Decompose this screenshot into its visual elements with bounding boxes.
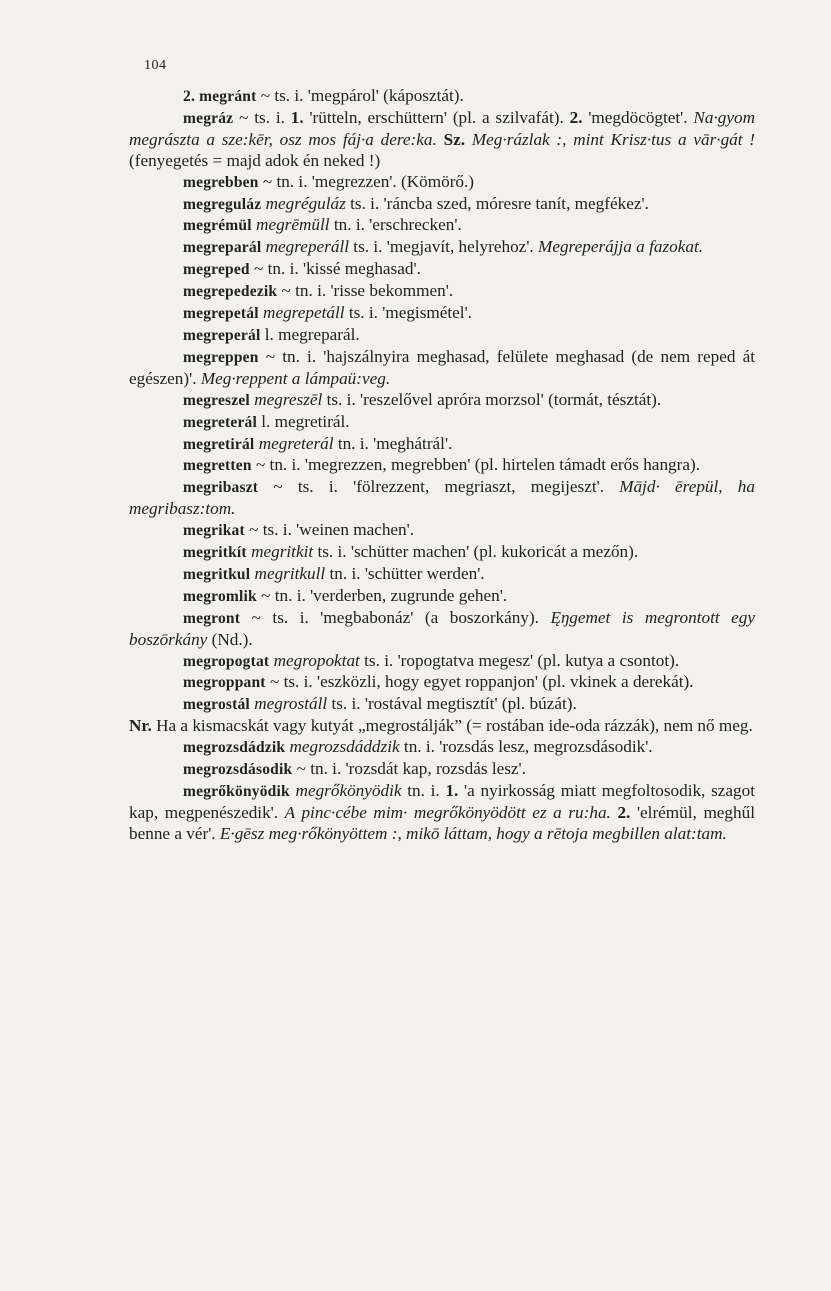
dictionary-entry: megrozsdásodik ~ tn. i. 'rozsdát kap, rozsdás lesz'. (183, 759, 526, 779)
entry-headword: megrikat (183, 522, 245, 540)
entry-headword: megropogtat (183, 652, 270, 670)
entry-headword: megrőkönyödik (183, 783, 290, 800)
entry-headword: megretten (183, 457, 252, 475)
entry-headword: megreparál (183, 239, 262, 257)
entry-headword: megrémül (183, 217, 252, 235)
dictionary-entry: megribaszt ~ ts. i. 'fölrezzent, megriaszt, megijeszt'. Mājd· ērepül, ha megribasz:tom. (129, 477, 755, 519)
entry-headword: megretirál (183, 435, 255, 453)
dictionary-entry: megritkít megritkit ts. i. 'schütter machen' (pl. kukoricát a mezőn). (183, 542, 639, 562)
entry-headword: megreszel (183, 391, 250, 409)
dictionary-entry: Nr. Ha a kismacskát vagy kutyát „megrostálják” (= rostában ide-oda rázzák), nem nő meg. (129, 716, 753, 736)
entry-headword: megreperál (183, 326, 261, 344)
dictionary-entry: megreparál megreperáll ts. i. 'megjavít, helyrehoz'. Megreperájja a fazokat. (183, 237, 704, 257)
entry-headword: megrebben (183, 173, 259, 191)
entry-headword: megromlik (183, 587, 257, 605)
entry-headword: megreterál (183, 413, 257, 431)
dictionary-entry: megrostál megrostáll ts. i. 'rostával megtisztít' (pl. búzát). (183, 694, 577, 714)
entry-headword: megreguláz (183, 195, 262, 213)
entry-headword: megroppant (183, 674, 266, 692)
dictionary-entry: megreppen ~ tn. i. 'hajszálnyira meghasad, felülete meghasad (de nem reped át egészen)'. Meg·reppent a lámpaü:veg. (129, 346, 755, 388)
dictionary-entries (129, 86, 755, 845)
dictionary-entry: megreguláz megréguláz ts. i. 'ráncba szed, móresre tanít, megfékez'. (183, 193, 649, 213)
entry-headword: megráz (183, 109, 234, 127)
dictionary-entry: megropogtat megropoktat ts. i. 'ropogtatva megesz' (pl. kutya a csontot). (183, 650, 680, 670)
dictionary-entry: megrőkönyödik megrőkönyödik tn. i. 1. 'a nyirkosság miatt megfoltosodik, szagot kap, megpenészedik'. A pinc·cébe mim· megrőkönyödött ez a ru:ha. 2. 'elrémül, meghűl benne a vér'. E·gēsz meg·rőkönyöttem :, mikō láttam, hogy a rētoja megbillen alat:tam. (129, 781, 755, 843)
dictionary-entry: megretten ~ tn. i. 'megrezzen, megrebben' (pl. hirtelen támadt erős hangra). (183, 455, 700, 475)
entry-headword: megribaszt (183, 479, 259, 497)
dictionary-entry: 2. megránt ~ ts. i. 'megpárol' (káposztát). (183, 86, 464, 105)
entry-headword: megrostál (183, 696, 250, 714)
entry-headword: megreped (183, 261, 250, 279)
dictionary-entry: megreterál l. megretirál. (183, 411, 350, 431)
page-number: 104 (144, 58, 167, 73)
dictionary-entry: megrikat ~ ts. i. 'weinen machen'. (183, 520, 415, 540)
entry-headword: megrozsdádzik (183, 739, 286, 757)
entry-headword: megrepedezik (183, 283, 278, 301)
dictionary-entry: megroppant ~ ts. i. 'eszközli, hogy egyet roppanjon' (pl. vkinek a derekát). (183, 672, 694, 692)
dictionary-entry: megreszel megreszēl ts. i. 'reszelővel apróra morzsol' (tormát, tésztát). (183, 389, 662, 409)
entry-headword: megritkul (183, 565, 251, 583)
dictionary-entry: megretirál megreterál tn. i. 'meghátrál'. (183, 433, 453, 453)
dictionary-entry: megritkul megritkull tn. i. 'schütter werden'. (183, 563, 485, 583)
dictionary-entry: megront ~ ts. i. 'megbabonáz' (a boszorkány). Ęŋgemet is megrontott egy boszōrkány (Nd.). (129, 607, 755, 649)
dictionary-entry: megrozsdádzik megrozsdáddzik tn. i. 'rozsdás lesz, megrozsdásodik'. (183, 737, 653, 757)
dictionary-entry: megreped ~ tn. i. 'kissé meghasad'. (183, 259, 421, 279)
dictionary-entry: megrebben ~ tn. i. 'megrezzen'. (Kömörő.) (183, 171, 475, 191)
entry-headword: megront (183, 609, 241, 627)
dictionary-entry: megrepedezik ~ tn. i. 'risse bekommen'. (183, 281, 454, 301)
dictionary-entry: megreperál l. megreparál. (183, 324, 360, 344)
entry-headword: megritkít (183, 544, 247, 562)
entry-headword: megrepetál (183, 305, 259, 323)
dictionary-entry: megrepetál megrepetáll ts. i. 'megismétel'. (183, 303, 472, 323)
dictionary-entry: megrémül megrēmüll tn. i. 'erschrecken'. (183, 215, 462, 235)
dictionary-entry: megráz ~ ts. i. 1. 'rütteln, erschüttern' (pl. a szilvafát). 2. 'megdöcögtet'. Na·gyom megrászta a sze:kēr, osz mos fáj·a dere:ka. Sz. Meg·rázlak :, mint Krisz·tus a vār·gát ! (fenyegetés = majd adok én neked !) (129, 107, 756, 170)
entry-headword: megrozsdásodik (183, 761, 293, 779)
dictionary-entry: megromlik ~ tn. i. 'verderben, zugrunde gehen'. (183, 585, 508, 605)
entry-headword: megreppen (183, 348, 259, 366)
entry-headword: 2. megránt (183, 88, 257, 105)
